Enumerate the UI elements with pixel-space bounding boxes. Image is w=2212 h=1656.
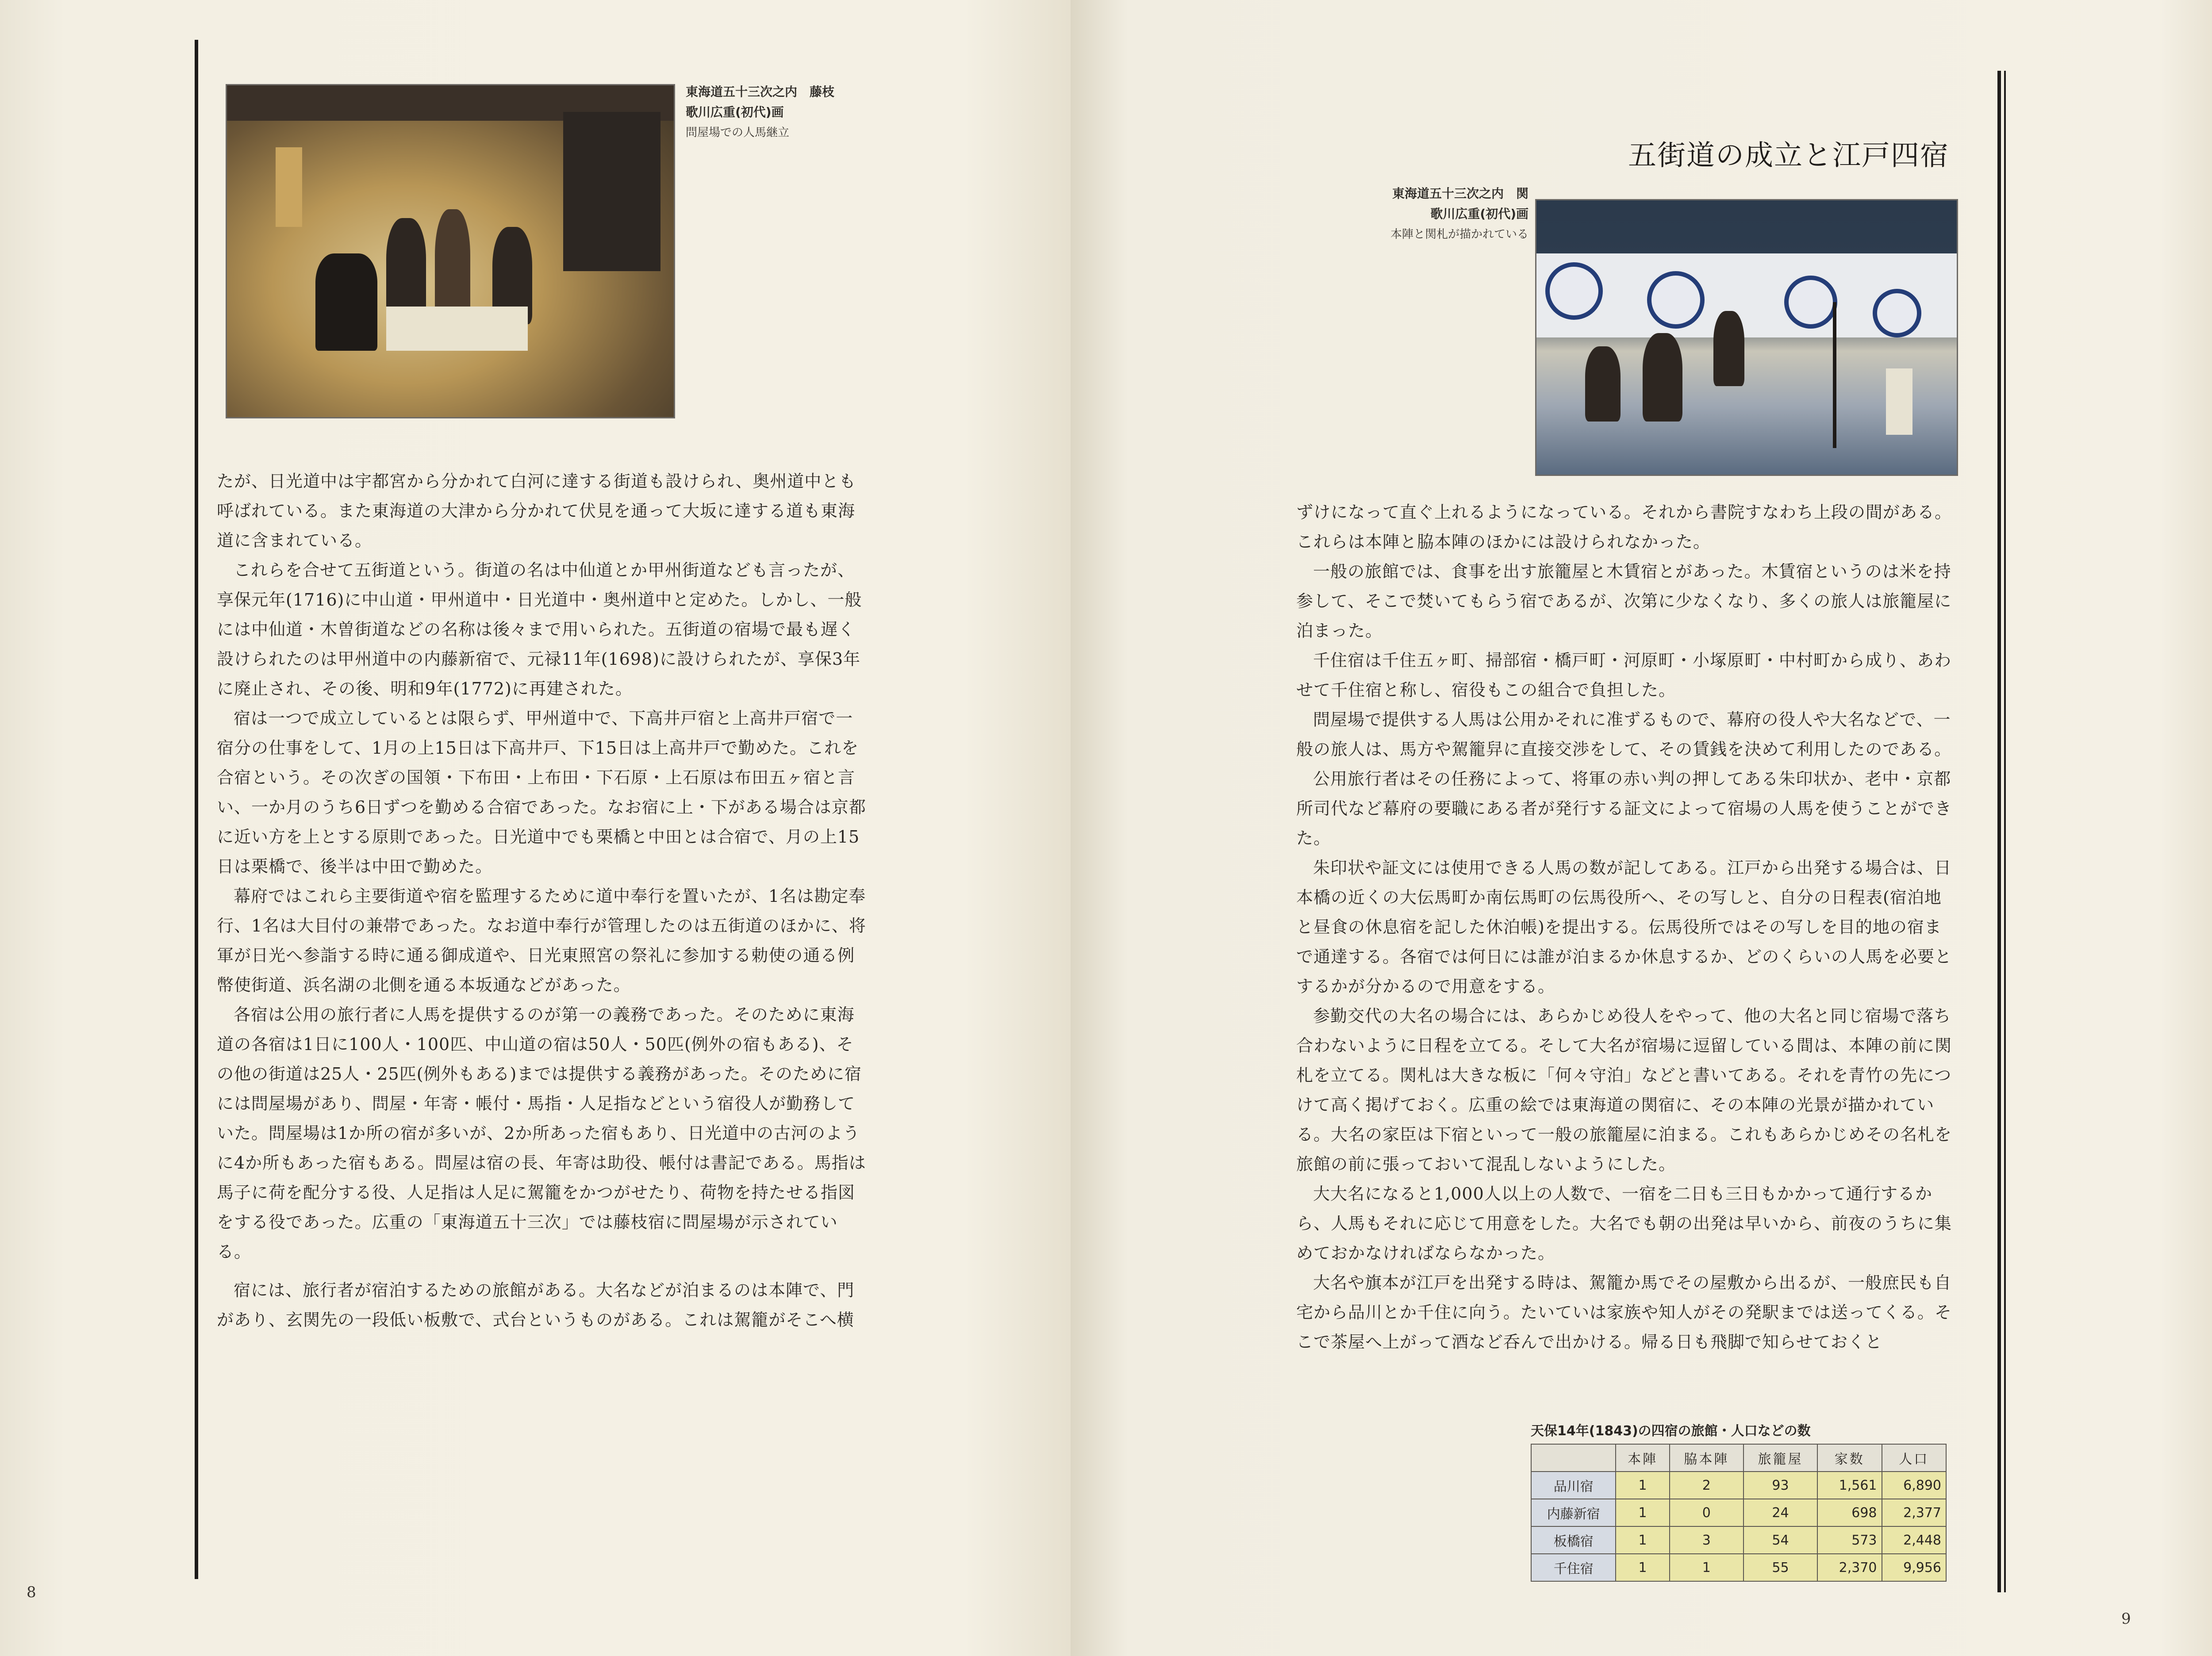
right-body-text [1296,498,1955,1357]
table-cell: 2 [1670,1472,1743,1499]
table-header-cell: 人口 [1882,1444,1947,1472]
table-header-row [1531,1444,1946,1472]
table-cell: 6,890 [1882,1472,1947,1499]
ukiyoe-print-seki [1535,199,1958,476]
table-cell: 2,377 [1882,1499,1947,1526]
table-cell: 0 [1670,1499,1743,1526]
table-header-cell: 脇本陣 [1670,1444,1743,1472]
table-cell: 板橋宿 [1531,1526,1616,1554]
paragraph: たが、日光道中は宇都宮から分かれて白河に達する街道も設けられ、奥州道中とも呼ばれている。また東海道の大津から分かれて伏見を通って大坂に達する道も東海道に含まれている。 [217,472,856,550]
right-page-vertical-rule [1997,71,2001,1592]
table-cell: 93 [1743,1472,1817,1499]
table-row [1531,1499,1946,1526]
table-cell: 品川宿 [1531,1472,1616,1499]
table-title: 天保14年(1843)の四宿の旅館・人口などの数 [1531,1423,1811,1439]
table-cell: 573 [1817,1526,1882,1554]
fujieda-print-caption [686,82,834,143]
table-header-cell: 家数 [1817,1444,1882,1472]
paragraph: 問屋場で提供する人馬は公用かそれに准ずるもので、幕府の役人や大名などで、一般の旅人は、馬方や駕籠舁に直接交渉をして、その賃銭を決めて利用したのである。 [1296,710,1952,759]
page-number-left: 8 [27,1583,36,1601]
paragraph: 一般の旅館では、食事を出す旅籠屋と木賃宿とがあった。木賃宿というのは米を持参して、そこで焚いてもらう宿であるが、次第に少なくなり、多くの旅人は旅籠屋に泊まった。 [1296,562,1952,640]
table-cell: 3 [1670,1526,1743,1554]
table-cell: 9,956 [1882,1554,1947,1581]
table-cell: 698 [1817,1499,1882,1526]
table-cell: 1 [1670,1554,1743,1581]
page-number-right: 9 [2121,1610,2131,1628]
right-page-vertical-rule-thin [2004,71,2006,1592]
table-cell: 1 [1616,1526,1669,1554]
table-cell: 24 [1743,1499,1817,1526]
table-cell: 内藤新宿 [1531,1499,1616,1526]
table-cell: 1 [1616,1499,1669,1526]
paragraph: 千住宿は千住五ヶ町、掃部宿・橋戸町・河原町・小塚原町・中村町から成り、あわせて千住宿と称し、宿役もこの組合で負担した。 [1296,651,1952,700]
table-row [1531,1554,1946,1581]
table-cell: 2,448 [1882,1526,1947,1554]
table-row [1531,1472,1946,1499]
paragraph: 大大名になると1,000人以上の人数で、一宿を二日も三日もかかって通行するから、人馬もそれに応じて用意をした。大名でも朝の出発は早いから、前夜のうちに集めておかなければならなかった。 [1296,1184,1952,1263]
table-cell: 1 [1616,1554,1669,1581]
caption-line-3: 問屋場での人馬継立 [686,126,790,139]
table-cell: 1 [1616,1472,1669,1499]
section-title: 五街道の成立と江戸四宿 [1628,139,1949,172]
shukuba-stats-table [1531,1444,1947,1582]
left-page [0,0,1071,1656]
paragraph: 参勤交代の大名の場合には、あらかじめ役人をやって、他の大名と同じ宿場で落ち合わないように日程を立てる。そして大名が宿場に逗留している間は、本陣の前に関札を立てる。関札は大きな板に「何々守泊」などと書いてある。それを青竹の先につけて高く掲げておく。広重の絵では東海道の関宿に、その本陣の光景が描かれている。大名の家臣は下宿といって一般の旅籠屋に泊まる。これもあらかじめその名札を旅館の前に張っておいて混乱しないようにした。 [1296,1006,1952,1174]
ukiyoe-print-fujieda [226,84,675,418]
caption-line-3: 本陣と関札が描かれている [1390,228,1528,241]
paragraph: 各宿は公用の旅行者に人馬を提供するのが第一の義務であった。そのために東海道の各宿は1日に100人・100匹、中山道の宿は50人・50匹(例外の宿もある)、その他の街道は25人・25匹(例外もある)までは提供する義務があった。そのために宿には問屋場があり、問屋・年寄・帳付・馬指・人足指などという宿役人が勤務していた。問屋場は1か所の宿が多いが、2か所あった宿もあり、日光道中の古河のように4か所もあった宿もある。問屋は宿の長、年寄は助役、帳付は書記である。馬指は馬子に荷を配分する役、人足指は人足に駕籠をかつがせたり、荷物を持たせる指図をする役であった。広重の「東海道五十三次」では藤枝宿に問屋場が示されている。 [217,1005,866,1261]
caption-line-1: 東海道五十三次之内 関 [1392,186,1528,201]
table-cell: 2,370 [1817,1554,1882,1581]
caption-line-1: 東海道五十三次之内 藤枝 [686,84,835,99]
table-header-cell [1531,1444,1616,1472]
paragraph: 公用旅行者はその任務によって、将軍の赤い判の押してある朱印状か、老中・京都所司代など幕府の要職にある者が発行する証文によって宿場の人馬を使うことができた。 [1296,769,1952,848]
table-row [1531,1526,1946,1554]
paragraph: 朱印状や証文には使用できる人馬の数が記してある。江戸から出発する場合は、日本橋の近くの大伝馬町か南伝馬町の伝馬役所へ、その写しと、自分の日程表(宿泊地と昼食の休息宿を記した休泊帳)を提出する。伝馬役所ではその写しを目的地の宿まで通達する。各宿では何日には誰が泊まるか休息するか、どのくらいの人馬を必要とするかが分かるので用意をする。 [1296,858,1952,996]
table-header-cell: 旅籠屋 [1743,1444,1817,1472]
caption-line-2: 歌川広重(初代)画 [686,105,784,119]
table-header-cell: 本陣 [1616,1444,1669,1472]
paragraph: 宿には、旅行者が宿泊するための旅館がある。大名などが泊まるのは本陣で、門があり、玄関先の一段低い板敷で、式台というものがある。これは駕籠がそこへ横 [217,1280,855,1330]
caption-line-2: 歌川広重(初代)画 [1430,207,1528,221]
shukuba-stats-table-block [1531,1420,1947,1582]
table-cell: 54 [1743,1526,1817,1554]
paragraph: 宿は一つで成立しているとは限らず、甲州道中で、下高井戸宿と上高井戸宿で一宿分の仕事をして、1月の上15日は下高井戸、下15日は上高井戸で勤めた。これを合宿という。その次ぎの国領・下布田・上布田・下石原・上石原は布田五ヶ宿と言い、一か月のうち6日ずつを勤める合宿であった。なお宿に上・下がある場合は京都に近い方を上とする原則であった。日光道中でも栗橋と中田とは合宿で、月の上15日は栗橋で、後半は中田で勤めた。 [217,709,866,876]
left-body-text [217,467,867,1335]
paragraph: 大名や旗本が江戸を出発する時は、駕籠か馬でその屋敷から出るが、一般庶民も自宅から品川とか千住に向う。たいていは家族や知人がその発駅までは送ってくる。そこで茶屋へ上がって酒など呑んで出かける。帰る日も飛脚で知らせておくと [1296,1273,1952,1352]
table-cell: 1,561 [1817,1472,1882,1499]
seki-print-caption [1360,184,1528,245]
paragraph: ずけになって直ぐ上れるようになっている。それから書院すなわち上段の間がある。これらは本陣と脇本陣のほかには設けられなかった。 [1296,502,1952,552]
paragraph: 幕府ではこれら主要街道や宿を監理するために道中奉行を置いたが、1名は勘定奉行、1名は大目付の兼帯であった。なお道中奉行が管理したのは五街道のほかに、将軍が日光へ参詣する時に通る御成道や、日光東照宮の祭礼に参加する勅使の通る例幣使街道、浜名湖の北側を通る本坂通などがあった。 [217,886,866,995]
left-page-vertical-rule [195,40,198,1579]
table-cell: 千住宿 [1531,1554,1616,1581]
table-cell: 55 [1743,1554,1817,1581]
paragraph: これらを合せて五街道という。街道の名は中仙道とか甲州街道なども言ったが、享保元年(1716)に中山道・甲州道中・日光道中・奥州道中と定めた。しかし、一般には中仙道・木曽街道などの名称は後々まで用いられた。五街道の宿場で最も遅く設けられたのは甲州道中の内藤新宿で、元禄11年(1698)に設けられたが、享保3年に廃止され、その後、明和9年(1772)に再建された。 [217,560,862,698]
